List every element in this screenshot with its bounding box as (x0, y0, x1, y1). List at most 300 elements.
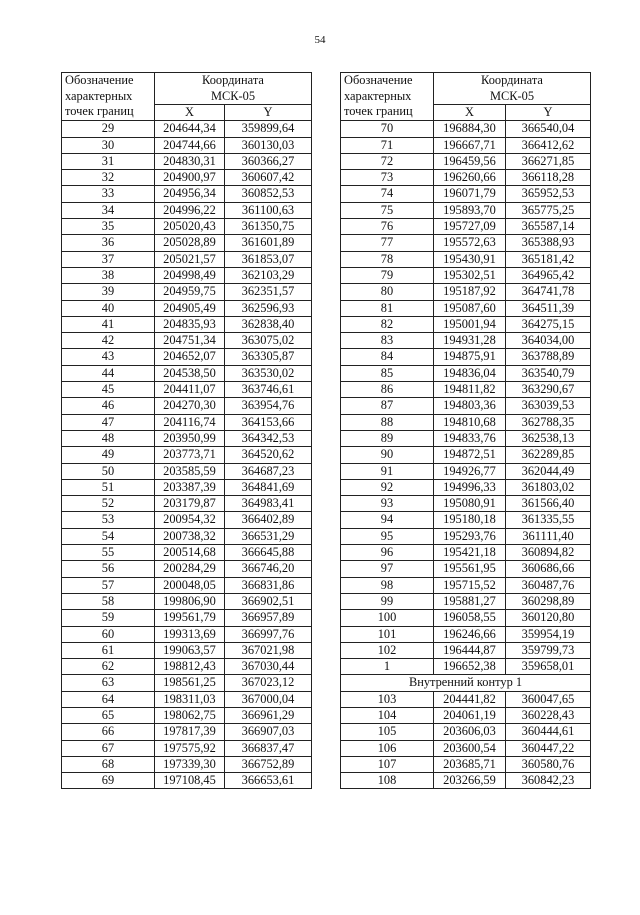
coord-y: 365181,42 (506, 251, 591, 267)
point-number: 66 (62, 724, 155, 740)
coord-y: 363039,53 (506, 398, 591, 414)
coord-y: 366752,89 (225, 756, 312, 772)
coord-x: 205028,89 (155, 235, 225, 251)
point-number: 40 (62, 300, 155, 316)
table-row (341, 121, 591, 137)
point-number: 38 (62, 267, 155, 283)
point-number: 89 (341, 430, 434, 446)
coord-y: 360852,53 (225, 186, 312, 202)
table-body-right (341, 121, 591, 789)
coord-x: 194996,33 (434, 479, 506, 495)
point-number: 57 (62, 577, 155, 593)
coord-y: 360686,66 (506, 561, 591, 577)
coord-y: 361100,63 (225, 202, 312, 218)
table-row (62, 316, 312, 332)
coord-x: 195572,63 (434, 235, 506, 251)
table-row (62, 479, 312, 495)
point-number: 87 (341, 398, 434, 414)
coord-x: 195001,94 (434, 316, 506, 332)
coord-x: 203387,39 (155, 479, 225, 495)
point-number: 41 (62, 316, 155, 332)
point-number: 94 (341, 512, 434, 528)
table-row (62, 691, 312, 707)
coord-y: 364983,41 (225, 496, 312, 512)
coord-x: 197108,45 (155, 773, 225, 789)
coord-y: 363305,87 (225, 349, 312, 365)
coord-x: 203266,59 (434, 773, 506, 789)
table-row (62, 121, 312, 137)
table-row (341, 430, 591, 446)
coord-x: 196246,66 (434, 626, 506, 642)
coord-y: 360120,80 (506, 610, 591, 626)
coord-x: 203773,71 (155, 447, 225, 463)
point-number: 33 (62, 186, 155, 202)
table-row (62, 284, 312, 300)
table-row (341, 186, 591, 202)
table-row (62, 642, 312, 658)
coord-y: 366540,04 (506, 121, 591, 137)
point-number: 93 (341, 496, 434, 512)
coord-y: 360130,03 (225, 137, 312, 153)
table-row (341, 756, 591, 772)
table-row (341, 512, 591, 528)
page-number: 54 (314, 34, 326, 46)
point-number: 79 (341, 267, 434, 283)
coord-y: 362044,49 (506, 463, 591, 479)
table-row (62, 528, 312, 544)
table-row (62, 740, 312, 756)
coord-y: 363746,61 (225, 382, 312, 398)
coord-y: 365388,93 (506, 235, 591, 251)
table-row (62, 251, 312, 267)
coord-x: 199561,79 (155, 610, 225, 626)
point-number: 74 (341, 186, 434, 202)
table-row (62, 398, 312, 414)
coord-y: 367030,44 (225, 659, 312, 675)
coord-x: 195180,18 (434, 512, 506, 528)
table-row (341, 528, 591, 544)
point-number: 107 (341, 756, 434, 772)
coord-x: 200954,32 (155, 512, 225, 528)
point-number: 65 (62, 707, 155, 723)
coord-y: 365952,53 (506, 186, 591, 202)
point-number: 92 (341, 479, 434, 495)
coord-x: 196260,66 (434, 170, 506, 186)
coord-y: 362351,57 (225, 284, 312, 300)
table-row (341, 382, 591, 398)
point-number: 32 (62, 170, 155, 186)
table-row (62, 170, 312, 186)
point-number: 64 (62, 691, 155, 707)
table-row (341, 316, 591, 332)
coord-y: 360842,23 (506, 773, 591, 789)
coord-x: 204998,49 (155, 267, 225, 283)
coord-x: 196884,30 (434, 121, 506, 137)
coord-y: 360894,82 (506, 545, 591, 561)
coord-x: 204116,74 (155, 414, 225, 430)
table-row (341, 170, 591, 186)
table-row (62, 756, 312, 772)
coord-y: 364520,62 (225, 447, 312, 463)
point-number: 82 (341, 316, 434, 332)
point-number: 102 (341, 642, 434, 658)
coord-y: 365587,14 (506, 219, 591, 235)
coord-x: 203585,59 (155, 463, 225, 479)
table-row (62, 447, 312, 463)
coord-y: 363075,02 (225, 333, 312, 349)
point-number: 62 (62, 659, 155, 675)
coord-x: 195421,18 (434, 545, 506, 561)
coord-y: 362289,85 (506, 447, 591, 463)
coord-y: 364687,23 (225, 463, 312, 479)
coord-y: 366961,29 (225, 707, 312, 723)
coord-x: 200738,32 (155, 528, 225, 544)
coord-y: 359658,01 (506, 659, 591, 675)
point-number: 47 (62, 414, 155, 430)
point-number: 84 (341, 349, 434, 365)
coord-y: 363540,79 (506, 365, 591, 381)
coord-y: 364275,15 (506, 316, 591, 332)
coord-y: 364841,69 (225, 479, 312, 495)
point-number: 108 (341, 773, 434, 789)
coord-y: 365775,25 (506, 202, 591, 218)
table-row (341, 610, 591, 626)
point-number: 29 (62, 121, 155, 137)
coord-x: 199313,69 (155, 626, 225, 642)
table-row (62, 137, 312, 153)
coord-x: 195087,60 (434, 300, 506, 316)
point-number: 49 (62, 447, 155, 463)
point-number: 73 (341, 170, 434, 186)
coord-y: 366902,51 (225, 593, 312, 609)
table-row (62, 333, 312, 349)
point-number: 76 (341, 219, 434, 235)
header-designation: Обозначение характерных точек границ (341, 73, 434, 121)
table-row (341, 577, 591, 593)
table-row (341, 414, 591, 430)
point-number: 46 (62, 398, 155, 414)
table-row (62, 430, 312, 446)
coord-x: 195561,95 (434, 561, 506, 577)
table-row (341, 202, 591, 218)
coord-x: 203179,87 (155, 496, 225, 512)
table-row (62, 610, 312, 626)
table-row (62, 267, 312, 283)
point-number: 58 (62, 593, 155, 609)
table-row (341, 593, 591, 609)
table-row (341, 153, 591, 169)
table-row (341, 545, 591, 561)
coord-x: 205021,57 (155, 251, 225, 267)
coord-y: 360487,76 (506, 577, 591, 593)
point-number: 100 (341, 610, 434, 626)
coord-y: 359899,64 (225, 121, 312, 137)
table-row (62, 153, 312, 169)
coord-y: 361111,40 (506, 528, 591, 544)
coord-x: 204996,22 (155, 202, 225, 218)
table-row (341, 642, 591, 658)
inner-contour-label: Внутренний контур 1 (341, 675, 591, 691)
point-number: 60 (62, 626, 155, 642)
coord-x: 204270,30 (155, 398, 225, 414)
table-row (62, 349, 312, 365)
point-number: 44 (62, 365, 155, 381)
coord-y: 361335,55 (506, 512, 591, 528)
point-number: 85 (341, 365, 434, 381)
coord-y: 362538,13 (506, 430, 591, 446)
coord-x: 199063,57 (155, 642, 225, 658)
point-number: 71 (341, 137, 434, 153)
coord-x: 195893,70 (434, 202, 506, 218)
coord-x: 195302,51 (434, 267, 506, 283)
table-row (62, 626, 312, 642)
coord-y: 364741,78 (506, 284, 591, 300)
coord-x: 195715,52 (434, 577, 506, 593)
header-y: Y (506, 105, 591, 121)
coord-y: 361601,89 (225, 235, 312, 251)
coord-x: 196652,38 (434, 659, 506, 675)
coord-x: 204830,31 (155, 153, 225, 169)
table-row (341, 267, 591, 283)
coord-x: 194926,77 (434, 463, 506, 479)
header-x: X (155, 105, 225, 121)
table-row (341, 333, 591, 349)
coord-y: 363788,89 (506, 349, 591, 365)
coord-y: 366831,86 (225, 577, 312, 593)
coord-y: 362103,29 (225, 267, 312, 283)
table-row (62, 593, 312, 609)
coord-y: 361853,07 (225, 251, 312, 267)
table-row (341, 349, 591, 365)
coord-y: 366402,89 (225, 512, 312, 528)
table-row (341, 479, 591, 495)
coord-x: 198062,75 (155, 707, 225, 723)
point-number: 68 (62, 756, 155, 772)
point-number: 30 (62, 137, 155, 153)
point-number: 35 (62, 219, 155, 235)
table-row (62, 219, 312, 235)
coord-x: 204538,50 (155, 365, 225, 381)
point-number: 81 (341, 300, 434, 316)
point-number: 72 (341, 153, 434, 169)
coord-y: 364965,42 (506, 267, 591, 283)
point-number: 63 (62, 675, 155, 691)
table-row (341, 740, 591, 756)
coord-x: 194931,28 (434, 333, 506, 349)
coord-x: 204644,34 (155, 121, 225, 137)
coord-x: 204441,82 (434, 691, 506, 707)
coord-y: 367023,12 (225, 675, 312, 691)
table-row (62, 382, 312, 398)
coord-x: 196444,87 (434, 642, 506, 658)
header-designation: Обозначение характерных точек границ (62, 73, 155, 121)
coord-y: 366271,85 (506, 153, 591, 169)
coord-x: 194833,76 (434, 430, 506, 446)
coord-y: 362788,35 (506, 414, 591, 430)
coord-y: 361803,02 (506, 479, 591, 495)
coord-x: 198311,03 (155, 691, 225, 707)
point-number: 97 (341, 561, 434, 577)
table-row (62, 202, 312, 218)
coord-y: 360447,22 (506, 740, 591, 756)
coord-y: 360444,61 (506, 724, 591, 740)
coord-x: 204835,93 (155, 316, 225, 332)
table-row (341, 773, 591, 789)
coord-x: 198561,25 (155, 675, 225, 691)
table-row (341, 365, 591, 381)
point-number: 50 (62, 463, 155, 479)
point-number: 61 (62, 642, 155, 658)
point-number: 51 (62, 479, 155, 495)
coord-x: 194811,82 (434, 382, 506, 398)
point-number: 96 (341, 545, 434, 561)
table-row (62, 561, 312, 577)
coord-x: 195293,76 (434, 528, 506, 544)
coord-x: 204751,34 (155, 333, 225, 349)
coord-x: 204900,97 (155, 170, 225, 186)
point-number: 34 (62, 202, 155, 218)
table-row (62, 496, 312, 512)
table-row (341, 398, 591, 414)
table-row (341, 659, 591, 675)
coord-x: 204905,49 (155, 300, 225, 316)
coord-y: 362596,93 (225, 300, 312, 316)
table-row (62, 545, 312, 561)
coord-y: 367000,04 (225, 691, 312, 707)
table-row (62, 186, 312, 202)
table-row (341, 447, 591, 463)
point-number: 59 (62, 610, 155, 626)
point-number: 78 (341, 251, 434, 267)
coord-y: 360228,43 (506, 707, 591, 723)
point-number: 80 (341, 284, 434, 300)
point-number: 106 (341, 740, 434, 756)
coord-x: 196071,79 (434, 186, 506, 202)
coord-y: 363954,76 (225, 398, 312, 414)
coord-y: 366997,76 (225, 626, 312, 642)
coord-x: 196667,71 (434, 137, 506, 153)
coord-x: 194810,68 (434, 414, 506, 430)
point-number: 31 (62, 153, 155, 169)
coord-x: 200514,68 (155, 545, 225, 561)
coord-x: 194803,36 (434, 398, 506, 414)
point-number: 70 (341, 121, 434, 137)
table-row (62, 414, 312, 430)
point-number: 53 (62, 512, 155, 528)
coord-y: 363530,02 (225, 365, 312, 381)
table-row (341, 219, 591, 235)
point-number: 1 (341, 659, 434, 675)
point-number: 103 (341, 691, 434, 707)
table-row (62, 365, 312, 381)
point-number: 88 (341, 414, 434, 430)
table-row (341, 496, 591, 512)
point-number: 45 (62, 382, 155, 398)
coord-x: 195187,92 (434, 284, 506, 300)
table-row (62, 707, 312, 723)
table-row (341, 251, 591, 267)
coord-y: 359954,19 (506, 626, 591, 642)
header-y: Y (225, 105, 312, 121)
point-number: 52 (62, 496, 155, 512)
coord-y: 366531,29 (225, 528, 312, 544)
coord-y: 366645,88 (225, 545, 312, 561)
header-coordinate: Координата МСК-05 (434, 73, 591, 105)
coord-x: 203600,54 (434, 740, 506, 756)
table-row (62, 724, 312, 740)
coord-y: 366653,61 (225, 773, 312, 789)
point-number: 69 (62, 773, 155, 789)
coord-x: 204061,19 (434, 707, 506, 723)
table-row (341, 707, 591, 723)
point-number: 54 (62, 528, 155, 544)
point-number: 99 (341, 593, 434, 609)
coord-y: 360580,76 (506, 756, 591, 772)
coord-y: 362838,40 (225, 316, 312, 332)
coord-y: 360366,27 (225, 153, 312, 169)
coord-x: 194836,04 (434, 365, 506, 381)
point-number: 90 (341, 447, 434, 463)
point-number: 37 (62, 251, 155, 267)
point-number: 105 (341, 724, 434, 740)
coord-y: 366837,47 (225, 740, 312, 756)
coordinates-table-right (340, 72, 591, 789)
coord-x: 199806,90 (155, 593, 225, 609)
coordinates-table-left (61, 72, 312, 789)
coord-y: 364342,53 (225, 430, 312, 446)
coord-x: 198812,43 (155, 659, 225, 675)
coord-x: 195727,09 (434, 219, 506, 235)
coord-x: 200048,05 (155, 577, 225, 593)
coord-x: 204652,07 (155, 349, 225, 365)
point-number: 95 (341, 528, 434, 544)
coord-x: 197575,92 (155, 740, 225, 756)
coord-y: 360047,65 (506, 691, 591, 707)
point-number: 56 (62, 561, 155, 577)
coord-y: 366746,20 (225, 561, 312, 577)
coord-y: 361566,40 (506, 496, 591, 512)
coord-x: 203950,99 (155, 430, 225, 446)
coord-x: 194875,91 (434, 349, 506, 365)
header-x: X (434, 105, 506, 121)
table-row (341, 300, 591, 316)
table-row (341, 626, 591, 642)
table-body-left (62, 121, 312, 789)
table-row (341, 724, 591, 740)
coord-y: 359799,73 (506, 642, 591, 658)
coord-y: 366957,89 (225, 610, 312, 626)
coord-x: 204959,75 (155, 284, 225, 300)
coord-y: 360298,89 (506, 593, 591, 609)
table-row (341, 235, 591, 251)
section-row (341, 675, 591, 691)
coord-x: 204744,66 (155, 137, 225, 153)
coord-y: 364034,00 (506, 333, 591, 349)
table-row (341, 463, 591, 479)
coord-x: 205020,43 (155, 219, 225, 235)
coord-y: 364511,39 (506, 300, 591, 316)
coord-y: 366118,28 (506, 170, 591, 186)
coord-x: 195881,27 (434, 593, 506, 609)
coord-x: 204411,07 (155, 382, 225, 398)
header-coordinate: Координата МСК-05 (155, 73, 312, 105)
point-number: 67 (62, 740, 155, 756)
coord-x: 195430,91 (434, 251, 506, 267)
point-number: 48 (62, 430, 155, 446)
table-row (62, 463, 312, 479)
table-row (341, 284, 591, 300)
table-row (341, 137, 591, 153)
